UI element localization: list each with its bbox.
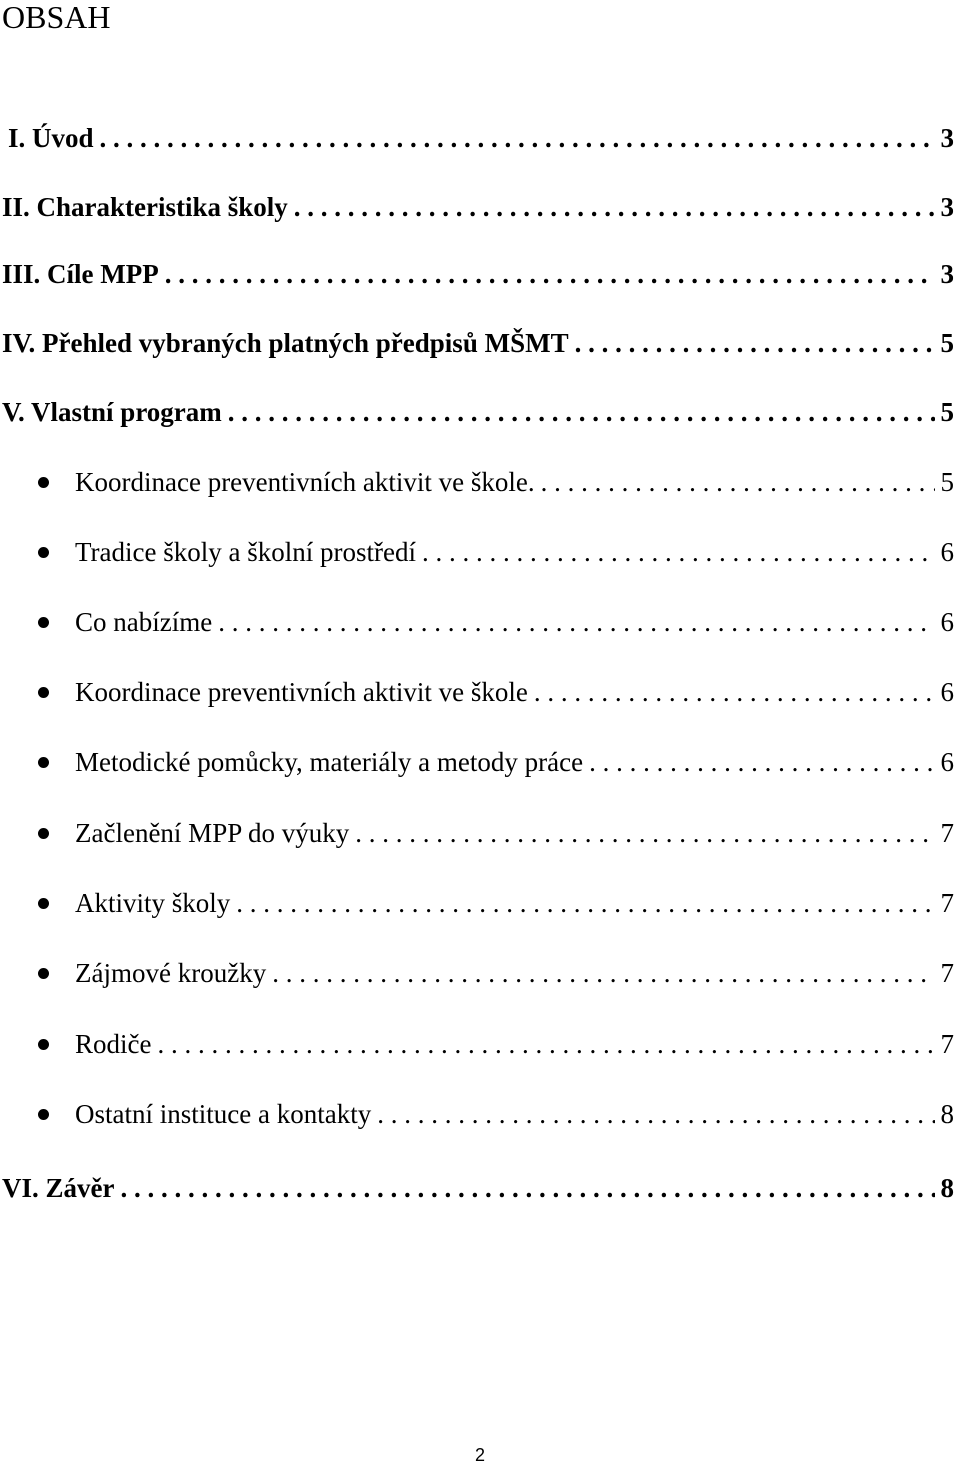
toc-dot-leader bbox=[535, 462, 935, 502]
bullet-icon bbox=[38, 757, 49, 768]
toc-entry-rodice[interactable] bbox=[75, 1024, 954, 1064]
toc-entry-label: Tradice školy a školní prostředí bbox=[75, 537, 416, 567]
toc-dot-leader bbox=[528, 672, 935, 712]
toc-entry-page: 8 bbox=[935, 1168, 955, 1208]
toc-entry-zacleneni-mpp[interactable] bbox=[75, 813, 954, 853]
toc-entry-label: Koordinace preventivních aktivit ve škole bbox=[75, 677, 528, 707]
toc-entry-page: 5 bbox=[935, 323, 955, 363]
toc-dot-leader bbox=[114, 1168, 934, 1208]
toc-entry-label: Metodické pomůcky, materiály a metody práce bbox=[75, 747, 584, 777]
toc-entry-tradice[interactable] bbox=[75, 532, 954, 572]
bullet-icon bbox=[38, 477, 49, 488]
toc-dot-leader bbox=[94, 118, 935, 158]
toc-entry-page: 3 bbox=[935, 254, 955, 294]
toc-entry-vlastni-program[interactable] bbox=[2, 392, 954, 432]
toc-entry-page: 7 bbox=[935, 953, 955, 993]
toc-entry-zaver[interactable] bbox=[2, 1168, 954, 1208]
toc-entry-label: IV. Přehled vybraných platných předpisů MŠMT bbox=[2, 328, 569, 358]
toc-dot-leader bbox=[266, 953, 934, 993]
toc-dot-leader bbox=[151, 1024, 934, 1064]
toc-entry-uvod[interactable] bbox=[8, 118, 954, 158]
toc-entry-page: 6 bbox=[935, 602, 955, 642]
toc-entry-page: 6 bbox=[935, 532, 955, 572]
toc-dot-leader bbox=[288, 187, 935, 227]
bullet-icon bbox=[38, 687, 49, 698]
bullet-icon bbox=[38, 617, 49, 628]
toc-entry-zajmove-krouzky[interactable] bbox=[75, 953, 954, 993]
bullet-icon bbox=[38, 828, 49, 839]
bullet-icon bbox=[38, 1039, 49, 1050]
toc-entry-charakteristika[interactable] bbox=[2, 187, 954, 227]
page-number: 2 bbox=[474, 1445, 485, 1465]
toc-dot-leader bbox=[416, 532, 935, 572]
toc-entry-koordinace-2[interactable] bbox=[75, 672, 954, 712]
toc-dot-leader bbox=[371, 1094, 934, 1134]
toc-dot-leader bbox=[212, 602, 934, 642]
toc-entry-label: Aktivity školy bbox=[75, 888, 231, 918]
toc-entry-page: 6 bbox=[935, 742, 955, 782]
toc-entry-label: Zájmové kroužky bbox=[75, 958, 267, 988]
toc-dot-leader bbox=[159, 254, 935, 294]
page-title: OBSAH bbox=[2, 0, 111, 35]
toc-entry-label: Co nabízíme bbox=[75, 607, 213, 637]
toc-dot-leader bbox=[583, 742, 934, 782]
toc-dot-leader bbox=[230, 883, 934, 923]
toc-entry-label: Začlenění MPP do výuky bbox=[75, 818, 350, 848]
bullet-icon bbox=[38, 1109, 49, 1120]
toc-entry-page: 7 bbox=[935, 813, 955, 853]
toc-dot-leader bbox=[569, 323, 935, 363]
toc-entry-label: Ostatní instituce a kontakty bbox=[75, 1099, 372, 1129]
toc-entry-aktivity-skoly[interactable] bbox=[75, 883, 954, 923]
toc-entry-page: 3 bbox=[935, 187, 955, 227]
toc-dot-leader bbox=[349, 813, 934, 853]
toc-entry-label: III. Cíle MPP bbox=[2, 259, 159, 289]
toc-entry-co-nabizime[interactable] bbox=[75, 602, 954, 642]
toc-entry-koordinace-1[interactable] bbox=[75, 462, 954, 502]
bullet-icon bbox=[38, 898, 49, 909]
bullet-icon bbox=[38, 968, 49, 979]
toc-entry-label: I. Úvod bbox=[8, 123, 94, 153]
toc-entry-page: 5 bbox=[935, 462, 955, 502]
toc-entry-cile-mpp[interactable] bbox=[2, 254, 954, 294]
toc-entry-label: VI. Závěr bbox=[2, 1173, 115, 1203]
toc-entry-page: 5 bbox=[935, 392, 955, 432]
toc-entry-predpisy[interactable] bbox=[2, 323, 954, 363]
toc-entry-page: 8 bbox=[935, 1094, 955, 1134]
toc-entry-label: Rodiče bbox=[75, 1029, 152, 1059]
toc-entry-page: 6 bbox=[935, 672, 955, 712]
toc-entry-metodicke-pomucky[interactable] bbox=[75, 742, 954, 782]
toc-entry-label: V. Vlastní program bbox=[2, 397, 222, 427]
toc-entry-page: 7 bbox=[935, 883, 955, 923]
toc-dot-leader bbox=[222, 392, 935, 432]
bullet-icon bbox=[38, 547, 49, 558]
toc-entry-page: 3 bbox=[935, 118, 955, 158]
toc-entry-label: II. Charakteristika školy bbox=[2, 192, 288, 222]
toc-entry-page: 7 bbox=[935, 1024, 955, 1064]
toc-entry-label: Koordinace preventivních aktivit ve škole. bbox=[75, 467, 535, 497]
toc-entry-ostatni-instituce[interactable] bbox=[75, 1094, 954, 1134]
